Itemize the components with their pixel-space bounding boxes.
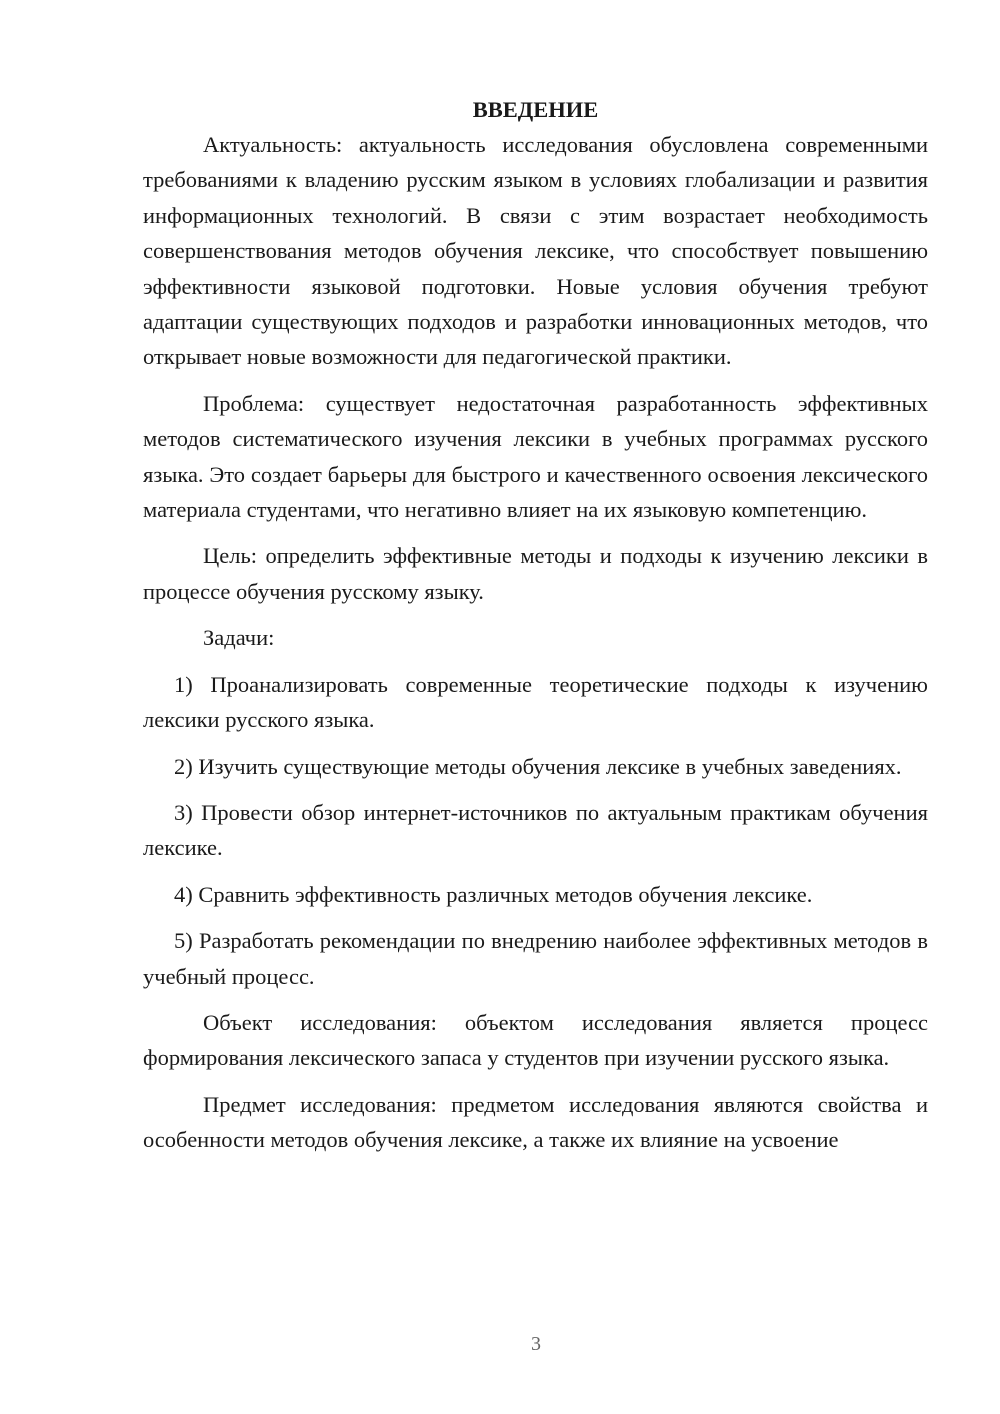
page-number: 3 — [531, 1333, 541, 1355]
task-item: 3) Провести обзор интернет-источников по актуальным практикам обучения лексике. — [143, 799, 928, 861]
page-content — [143, 92, 928, 1169]
problem-paragraph: Проблема: существует недостаточная разработанность эффективных методов систематического изучения лексики в учебных программах русского языка. Это создает барьеры для быстрого и качественного освоения лексического материала студентами, что негативно влияет на их языковую компетенцию. — [143, 390, 928, 523]
relevance-paragraph: Актуальность: актуальность исследования обусловлена современными требованиями к владению русским языком в условиях глобализации и развития информационных технологий. В связи с этим возрастает необходимость совершенствования методов обучения лексике, что способствует повышению эффективности языковой подготовки. Новые условия обучения требуют адаптации существующих подходов и разработки инновационных методов, что открывает новые возможности для педагогической практики. — [143, 132, 928, 370]
page-title: ВВЕДЕНИЕ — [472, 97, 599, 122]
object-paragraph: Объект исследования: объектом исследования является процесс формирования лексического запаса у студентов при изучении русского языка. — [143, 1009, 928, 1071]
task-item: 1) Проанализировать современные теоретические подходы к изучению лексики русского языка. — [143, 671, 928, 733]
goal-paragraph: Цель: определить эффективные методы и подходы к изучению лексики в процессе обучения русскому языку. — [143, 543, 928, 604]
task-item: 4) Сравнить эффективность различных методов обучения лексике. — [174, 881, 813, 907]
task-item: 2) Изучить существующие методы обучения лексике в учебных заведениях. — [174, 753, 902, 779]
subject-paragraph: Предмет исследования: предметом исследования являются свойства и особенности методов обучения лексике, а также их влияние на усвоение — [143, 1091, 928, 1153]
tasks-list — [143, 667, 928, 994]
task-item: 5) Разработать рекомендации по внедрению наиболее эффективных методов в учебный процесс. — [143, 928, 928, 989]
tasks-label: Задачи: — [203, 625, 275, 651]
